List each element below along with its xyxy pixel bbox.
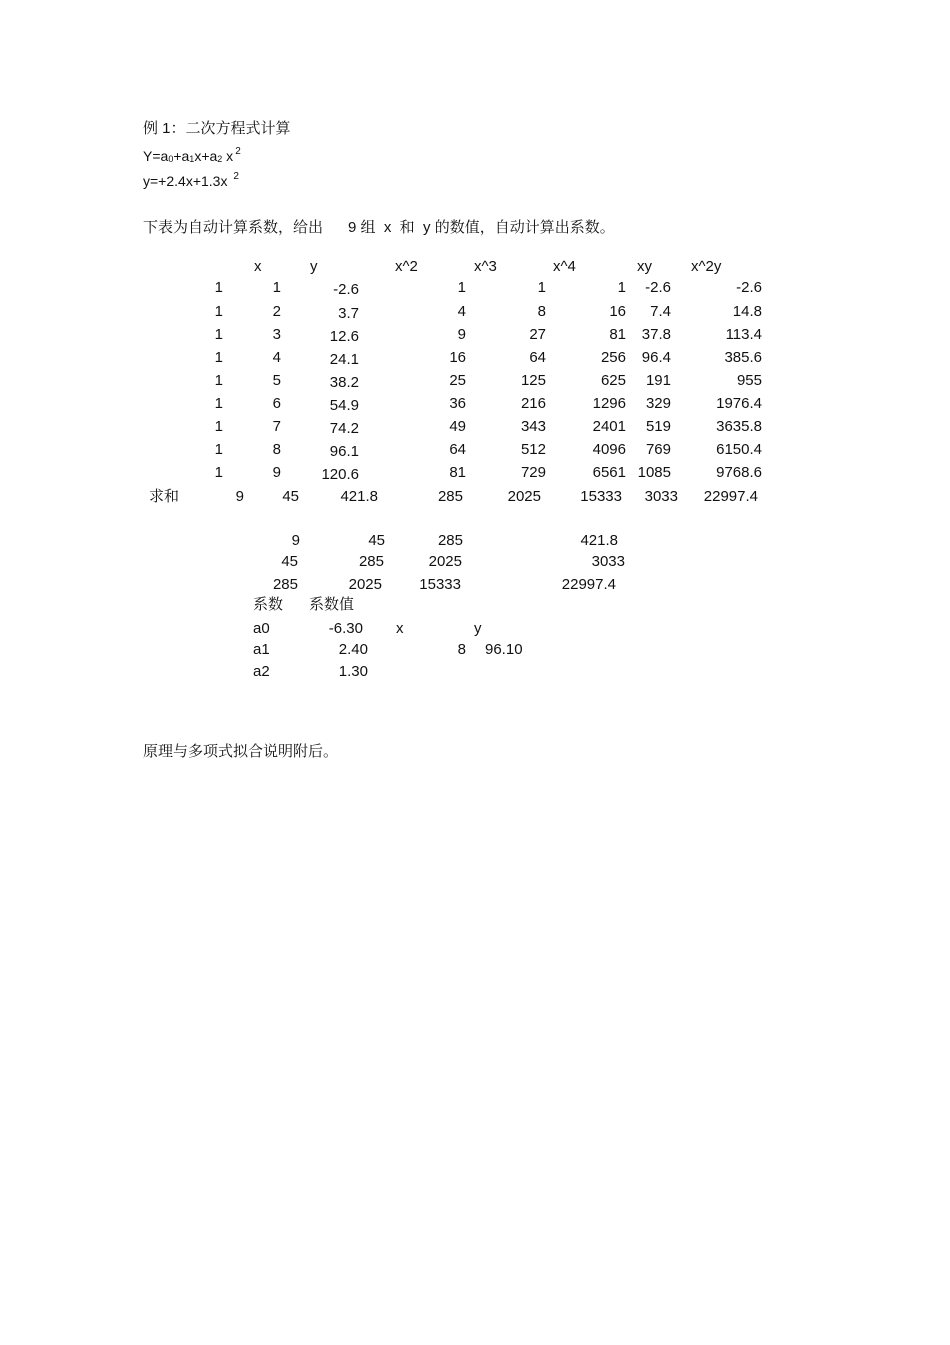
table-cell: 8 xyxy=(537,303,546,320)
table-cell: 3 xyxy=(272,326,281,343)
table-cell: 96.1 xyxy=(329,443,359,460)
sum-cell: 45 xyxy=(282,488,299,505)
table-cell: 1 xyxy=(617,279,626,296)
sum-cell: 22997.4 xyxy=(703,488,758,505)
table-cell: 14.8 xyxy=(732,303,762,320)
eval-x-label: x xyxy=(396,620,404,637)
formula-exponent: 2 xyxy=(233,171,239,182)
description: 下表为自动计算系数，给出 9 组 x 和 y 的数值，自动计算出系数。 xyxy=(143,219,615,236)
table-cell: 54.9 xyxy=(329,397,359,414)
column-header: xy xyxy=(637,258,652,275)
table-cell: 2 xyxy=(272,303,281,320)
table-cell: 3.7 xyxy=(338,305,359,322)
table-cell: 16 xyxy=(449,349,466,366)
table-cell: 12.6 xyxy=(329,328,359,345)
table-cell: 1 xyxy=(214,303,223,320)
table-cell: 1976.4 xyxy=(716,395,762,412)
table-cell: 3635.8 xyxy=(716,418,762,435)
table-cell: 25 xyxy=(449,372,466,389)
matrix-cell: 9 xyxy=(291,532,300,549)
table-cell: 9 xyxy=(457,326,466,343)
table-cell: 1 xyxy=(214,349,223,366)
column-header: x^2 xyxy=(395,258,418,275)
sum-cell: 2025 xyxy=(507,488,541,505)
matrix-cell: 2025 xyxy=(348,576,382,593)
table-cell: -2.6 xyxy=(736,279,762,296)
matrix-cell: 421.8 xyxy=(580,532,618,549)
matrix-cell: 45 xyxy=(281,553,298,570)
table-cell: 955 xyxy=(736,372,762,389)
table-cell: 74.2 xyxy=(329,420,359,437)
table-cell: 1 xyxy=(214,395,223,412)
table-cell: 1 xyxy=(214,326,223,343)
table-cell: 1296 xyxy=(592,395,626,412)
sum-cell: 15333 xyxy=(580,488,622,505)
table-cell: 6561 xyxy=(592,464,626,481)
formula-part: x+a xyxy=(194,148,218,164)
matrix-cell: 45 xyxy=(368,532,385,549)
table-cell: 125 xyxy=(520,372,546,389)
table-cell: -2.6 xyxy=(333,281,359,298)
column-header: x^3 xyxy=(474,258,497,275)
table-cell: 36 xyxy=(449,395,466,412)
table-cell: 38.2 xyxy=(329,374,359,391)
table-cell: 120.6 xyxy=(321,466,359,483)
formula-subscript: 2 xyxy=(217,154,223,164)
fitted-formula xyxy=(143,172,239,193)
formula-text: y=+2.4x+1.3x xyxy=(143,173,232,189)
table-cell: 49 xyxy=(449,418,466,435)
column-header: y xyxy=(310,258,318,275)
table-cell: 81 xyxy=(449,464,466,481)
matrix-cell: 285 xyxy=(437,532,463,549)
table-cell: 1 xyxy=(537,279,546,296)
formula-exponent: 2 xyxy=(235,146,241,157)
coef-header: 系数 xyxy=(253,596,284,613)
sum-cell: 285 xyxy=(437,488,463,505)
table-cell: 1 xyxy=(272,279,281,296)
table-cell: 8 xyxy=(272,441,281,458)
coef-value-a1: 2.40 xyxy=(338,641,368,658)
table-cell: 1 xyxy=(214,372,223,389)
formula-subscript: 0 xyxy=(168,154,174,164)
formula-part: +a xyxy=(173,148,190,164)
eval-y-label: y xyxy=(474,620,482,637)
matrix-cell: 285 xyxy=(358,553,384,570)
matrix-cell: 22997.4 xyxy=(561,576,616,593)
table-cell: 113.4 xyxy=(725,326,762,343)
coef-value-header: 系数值 xyxy=(309,596,355,613)
sum-cell: 3033 xyxy=(644,488,678,505)
table-cell: 27 xyxy=(529,326,546,343)
column-header: x^2y xyxy=(691,258,722,275)
table-cell: 385.6 xyxy=(724,349,762,366)
matrix-cell: 2025 xyxy=(428,553,462,570)
table-cell: 191 xyxy=(645,372,671,389)
matrix-cell: 3033 xyxy=(591,553,625,570)
table-cell: 6 xyxy=(272,395,281,412)
table-cell: 64 xyxy=(529,349,546,366)
table-cell: 4096 xyxy=(592,441,626,458)
sum-label: 求和 xyxy=(149,488,180,505)
footer-note: 原理与多项式拟合说明附后。 xyxy=(143,743,339,760)
table-cell: 625 xyxy=(600,372,626,389)
table-cell: 81 xyxy=(609,326,626,343)
table-cell: 1 xyxy=(214,279,223,296)
table-cell: 1 xyxy=(214,464,223,481)
table-cell: 6150.4 xyxy=(716,441,762,458)
table-cell: 24.1 xyxy=(329,351,359,368)
table-cell: 729 xyxy=(520,464,546,481)
table-cell: 9 xyxy=(272,464,281,481)
formula-part: Y=a xyxy=(143,148,169,164)
table-cell: 1 xyxy=(214,418,223,435)
table-cell: 2401 xyxy=(592,418,626,435)
table-cell: 4 xyxy=(272,349,281,366)
table-cell: 37.8 xyxy=(641,326,671,343)
table-cell: 9768.6 xyxy=(716,464,762,481)
eval-x-value: 8 xyxy=(457,641,466,658)
formula-subscript: 1 xyxy=(189,154,195,164)
coef-name-a0: a0 xyxy=(253,620,270,637)
matrix-cell: 285 xyxy=(272,576,298,593)
table-cell: 1 xyxy=(214,441,223,458)
table-cell: 512 xyxy=(520,441,546,458)
coef-value-a2: 1.30 xyxy=(338,663,368,680)
formula-part: x xyxy=(222,148,234,164)
general-formula xyxy=(143,147,241,168)
table-cell: 329 xyxy=(645,395,671,412)
table-cell: 96.4 xyxy=(641,349,671,366)
table-cell: 7 xyxy=(272,418,281,435)
table-cell: 343 xyxy=(520,418,546,435)
sum-cell: 421.8 xyxy=(340,488,378,505)
column-header: x xyxy=(254,258,262,275)
matrix-cell: 15333 xyxy=(419,576,461,593)
table-cell: 4 xyxy=(457,303,466,320)
table-cell: -2.6 xyxy=(645,279,671,296)
table-cell: 16 xyxy=(609,303,626,320)
coef-name-a1: a1 xyxy=(253,641,270,658)
table-cell: 1085 xyxy=(637,464,671,481)
eval-y-value: 96.10 xyxy=(485,641,523,658)
table-cell: 5 xyxy=(272,372,281,389)
sum-cell: 9 xyxy=(235,488,244,505)
table-cell: 769 xyxy=(645,441,671,458)
table-cell: 519 xyxy=(645,418,671,435)
table-cell: 64 xyxy=(449,441,466,458)
column-header: x^4 xyxy=(553,258,576,275)
table-cell: 1 xyxy=(457,279,466,296)
table-cell: 7.4 xyxy=(650,303,671,320)
coef-name-a2: a2 xyxy=(253,663,270,680)
coef-value-a0: -6.30 xyxy=(328,620,363,637)
table-cell: 256 xyxy=(600,349,626,366)
table-cell: 216 xyxy=(520,395,546,412)
example-title: 例 1：二次方程式计算 xyxy=(143,120,291,137)
